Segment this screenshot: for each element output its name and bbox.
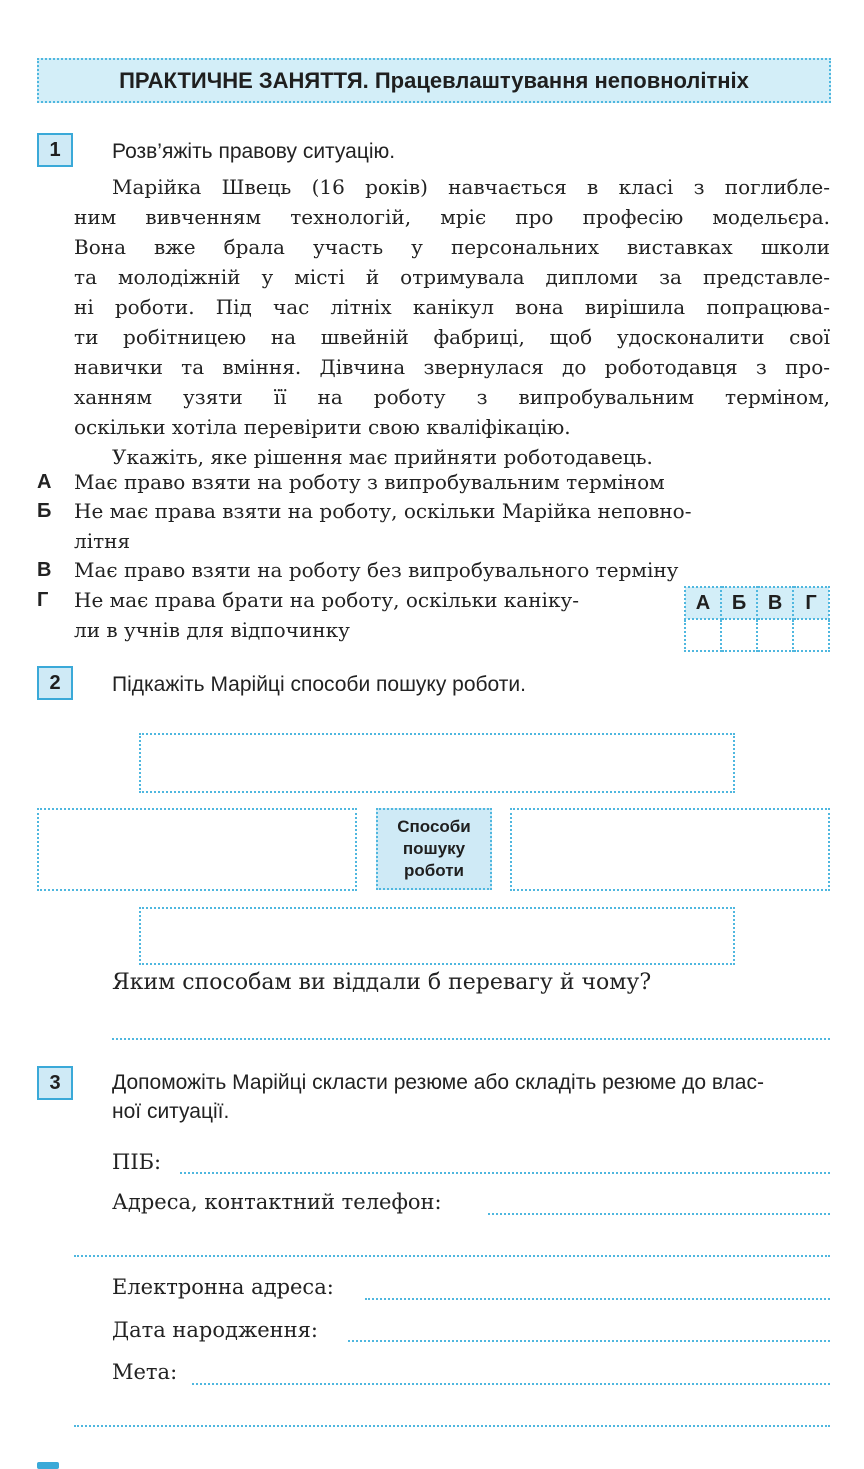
story-line: ні роботи. Під час літніх канікул вона вирішила попрацюва- (74, 295, 830, 319)
page-corner-mark (37, 1462, 59, 1469)
task-1-number: 1 (37, 133, 73, 167)
option-letter: В (37, 559, 52, 581)
option-text: ли в учнів для відпочинку (74, 618, 350, 642)
story-line: та молодіжній у місті й отримувала дипломи за представле- (74, 265, 830, 289)
birth-input-line[interactable] (348, 1340, 830, 1342)
option-letter: Г (37, 589, 49, 611)
answer-header-a: А (685, 587, 721, 619)
story-line: оскільки хотіла перевірити свою кваліфікацію. (74, 415, 571, 439)
answer-grid (684, 586, 830, 652)
option-letter: Б (37, 500, 52, 522)
task-1-story (74, 172, 830, 472)
story-line: Марійка Швець (16 років) навчається в класі з поглибле- (112, 175, 830, 199)
story-line: ханням узяти її на роботу з випробувальним терміном, (74, 385, 830, 409)
task-2-question: Яким способам ви віддали б перевагу й чому? (112, 970, 652, 995)
option-letter: А (37, 471, 52, 493)
task-3-number: 3 (37, 1066, 73, 1100)
answer-line[interactable] (112, 1038, 830, 1040)
option-text: Має право взяти на роботу з випробувальним терміном (74, 470, 665, 494)
field-label-email: Електронна адреса: (112, 1275, 334, 1299)
name-input-line[interactable] (180, 1172, 830, 1174)
task-3-instruction: Допоможіть Марійці скласти резюме або складіть резюме до влас- (112, 1071, 764, 1094)
answer-header-v: В (757, 587, 793, 619)
answer-box-bottom[interactable] (139, 907, 735, 965)
task-1-question: Укажіть, яке рішення має прийняти роботодавець. (112, 445, 653, 469)
task-1-instruction: Розв’яжіть правову ситуацію. (112, 140, 396, 163)
option-text: Не має права взяти на роботу, оскільки Марійка неповно- (74, 499, 692, 523)
answer-header-g: Г (793, 587, 829, 619)
field-label-birth: Дата народження: (112, 1318, 319, 1342)
answer-box-right[interactable] (510, 808, 830, 891)
address-input-line[interactable] (488, 1213, 830, 1215)
answer-cell-a[interactable] (685, 619, 721, 651)
address-input-line-2[interactable] (74, 1255, 830, 1257)
answer-box-left[interactable] (37, 808, 357, 891)
job-search-methods-label (376, 808, 492, 890)
option-text: Має право взяти на роботу без випробувального терміну (74, 558, 679, 582)
answer-cell-g[interactable] (793, 619, 829, 651)
field-label-goal: Мета: (112, 1360, 178, 1384)
task-2-instruction: Підкажіть Марійці способи пошуку роботи. (112, 673, 526, 696)
option-text: літня (74, 529, 131, 553)
story-line: навички та вміння. Дівчина звернулася до роботодавця з про- (74, 355, 830, 379)
answer-cell-v[interactable] (757, 619, 793, 651)
page-title: ПРАКТИЧНЕ ЗАНЯТТЯ. Працевлаштування неповнолітніх (37, 58, 831, 103)
field-label-address: Адреса, контактний телефон: (112, 1190, 442, 1214)
email-input-line[interactable] (365, 1298, 830, 1300)
goal-input-line[interactable] (192, 1383, 830, 1385)
center-label-line: Способи (397, 817, 471, 836)
field-label-name: ПІБ: (112, 1150, 162, 1174)
center-label-line: роботи (403, 861, 464, 880)
story-line: Вона вже брала участь у персональних виставках школи (74, 235, 830, 259)
answer-cell-b[interactable] (721, 619, 757, 651)
story-line: ти робітницею на швейній фабриці, щоб удосконалити свої (74, 325, 830, 349)
answer-box-top[interactable] (139, 733, 735, 793)
center-label-line: пошуку (402, 839, 466, 858)
option-text: Не має права брати на роботу, оскільки каніку- (74, 588, 579, 612)
answer-header-b: Б (721, 587, 757, 619)
task-2-number: 2 (37, 666, 73, 700)
task-3-instruction: ної ситуації. (112, 1100, 230, 1123)
goal-input-line-2[interactable] (74, 1425, 830, 1427)
story-line: ним вивченням технологій, мріє про професію модельєра. (74, 205, 830, 229)
